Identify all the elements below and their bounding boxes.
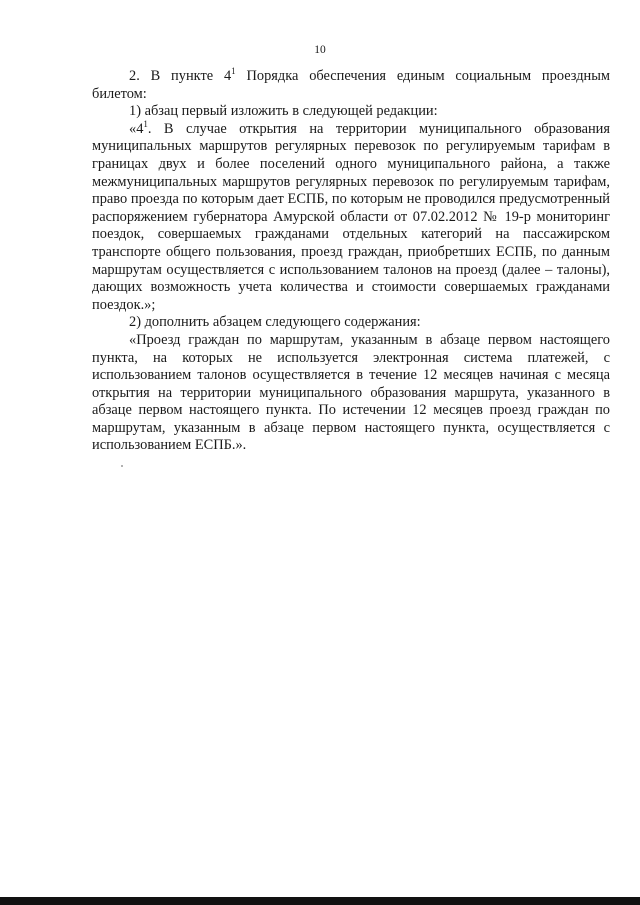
paragraph-text: 2. В пункте 4 [129,68,232,84]
paragraph-item-2 [92,68,610,103]
paragraph-text: . В случае открытия на территории муниципального образования муниципальных маршрутов регулярных перевозок по регулируемым тарифам в границах двух и более поселений одного муниципального района, а также межмуниципальных маршрутов регулярных перевозок по регулируемым тарифам, право проезда по которым дает ЕСПБ, по которым не проводился предусмотренный распоряжением губернатора Амурской области от 07.02.2012 № 19-р мониторинг поездок, совершаемых гражданами отдельных категорий на пассажирском транспорте общего пользования, проезд граждан, приобретших ЕСПБ, по данным маршрутам осуществляется с использованием талонов на проезд (далее – талоны), дающих возможность учета количества и стоимости совершаемых гражданами поездок.»; [92,120,610,313]
document-body [92,68,610,455]
superscript-index: 1 [231,66,236,76]
paragraph-text: Порядка обеспечения единым социальным проездным билетом: [92,68,610,102]
page-number: 10 [314,44,326,56]
scan-artifact [121,465,123,467]
superscript-index: 1 [143,118,148,129]
paragraph-quoted-addition: «Проезд граждан по маршрутам, указанным в абзаце первом настоящего пункта, на которых не используется электронная система платежей, с использованием талонов осуществляется в течение 12 месяцев начиная с месяца открытия на территории муниципального образования маршрута, указанного в абзаце первом настоящего пункта. По истечении 12 месяцев проезд граждан по маршрутам, указанным в абзаце первом настоящего пункта, осуществляется с использованием ЕСПБ.». [92,331,610,454]
paragraph-subitem-2: 2) дополнить абзацем следующего содержания: [129,314,421,331]
scan-bottom-edge [0,897,640,905]
paragraph-subitem-1: 1) абзац первый изложить в следующей редакции: [129,103,438,120]
paragraph-quoted-new-text [92,118,610,315]
paragraph-text: «4 [129,120,144,137]
